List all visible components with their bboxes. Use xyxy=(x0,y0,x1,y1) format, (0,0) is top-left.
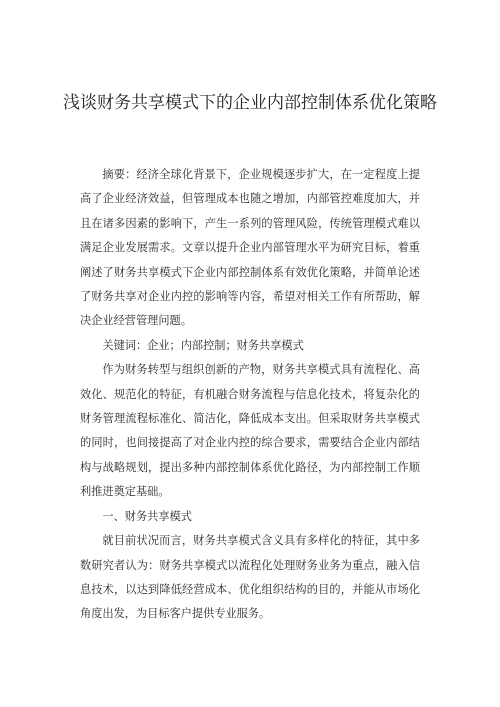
section-paragraph: 就目前状况而言，财务共享模式含义具有多样化的特征，其中多数研究者认为：财务共享模式以流程化处理财务业务为重点，融入信息技术，以达到降低经营成本、优化组织结构的目的，并能从市场化角度出发，为目标客户提供专业服务。 xyxy=(80,534,420,621)
document-title: 浅谈财务共享模式下的企业内部控制体系优化策略 xyxy=(63,93,437,113)
keywords-paragraph: 关键词：企业；内部控制；财务共享模式 xyxy=(102,338,304,352)
document-body xyxy=(80,163,420,627)
abstract-paragraph: 摘要：经济全球化背景下，企业规模逐步扩大，在一定程度上提高了企业经济效益，但管理成本也随之增加，内部管控难度加大，并且在诸多因素的影响下，产生一系列的管理风险，传统管理模式难以满足企业发展需求。文章以提升企业内部管理水平为研究目标，着重阐述了财务共享模式下企业内部控制体系有效优化策略，并简单论述了财务共享对企业内控的影响等内容，希望对相关工作有所帮助，解决企业经营管理问题。 xyxy=(80,168,420,328)
intro-paragraph: 作为财务转型与组织创新的产物，财务共享模式具有流程化、高效化、规范化的特征，有机融合财务流程与信息化技术，将复杂化的财务管理流程标准化、简洁化，降低成本支出。但采取财务共享模式的同时，也间接提高了对企业内控的综合要求，需要结合企业内部结构与战略规划，提出多种内部控制体系优化路径，为内部控制工作顺利推进奠定基础。 xyxy=(80,363,420,499)
section-heading: 一、财务共享模式 xyxy=(102,509,192,523)
